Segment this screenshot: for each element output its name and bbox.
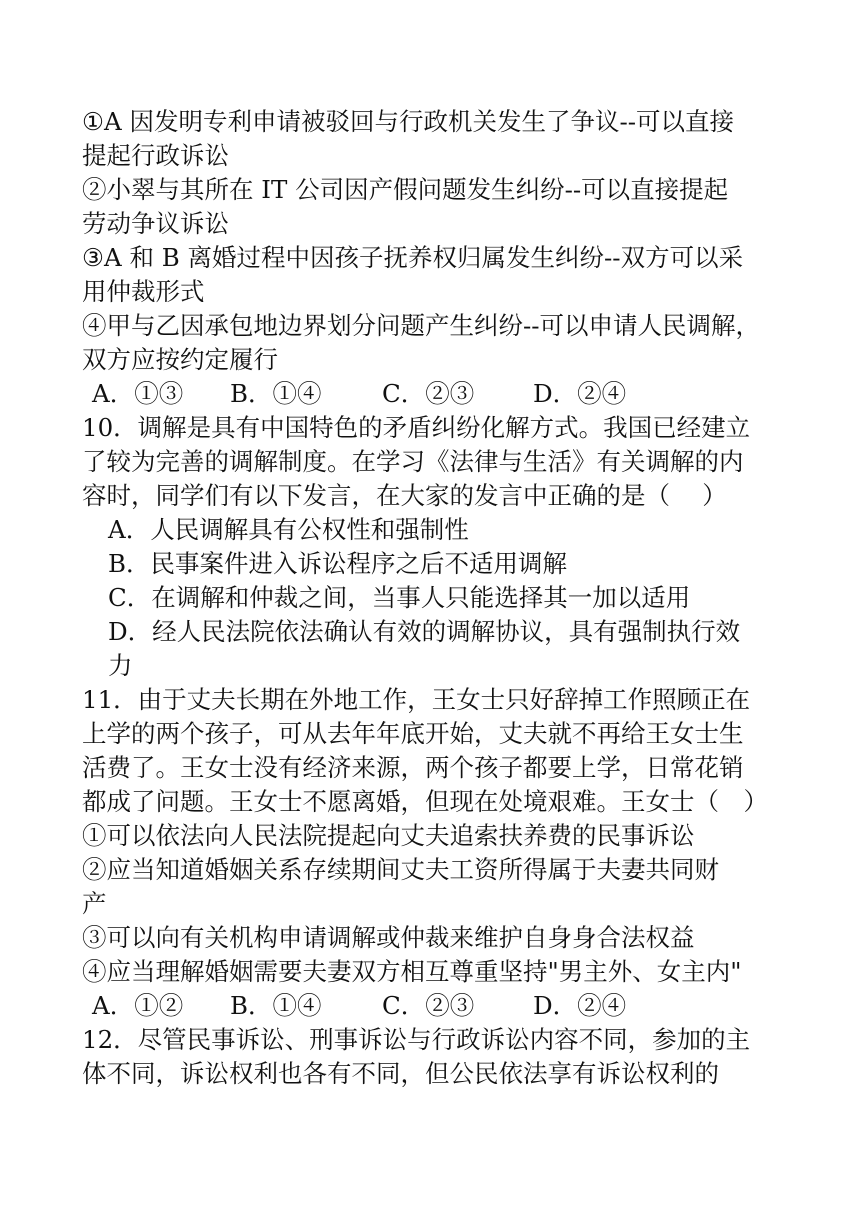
q9-item-1-line-1: ①A 因发明专利申请被驳回与行政机关发生了争议--可以直接: [82, 107, 734, 136]
q11-choice-d: D．②④: [533, 991, 627, 1020]
q9-item-2-line-1: ②小翠与其所在 IT 公司因产假问题发生纠纷--可以直接提起: [82, 175, 729, 204]
q11-item-2-line-1: ②应当知道婚姻关系存续期间丈夫工资所得属于夫妻共同财: [82, 855, 719, 884]
q9-choice-d: D．②④: [533, 379, 627, 408]
q10-option-a: A．人民调解具有公权性和强制性: [108, 515, 469, 544]
q12-stem-line-2: 体不同，诉讼权利也各有不同，但公民依法享有诉讼权利的: [82, 1059, 719, 1088]
q9-choice-c: C．②③: [382, 379, 475, 408]
q10-stem-line-3: 容时，同学们有以下发言，在大家的发言中正确的是（ ）: [82, 481, 727, 510]
q11-choice-c: C．②③: [382, 991, 475, 1020]
q11-choice-a: A．①②: [92, 991, 184, 1020]
q9-item-4-line-2: 双方应按约定履行: [82, 345, 278, 374]
q9-choice-b: B．①④: [230, 379, 322, 408]
q9-item-2-line-2: 劳动争议诉讼: [82, 209, 229, 238]
q9-item-3-line-2: 用仲裁形式: [82, 277, 205, 306]
q11-item-2-line-2: 产: [82, 889, 107, 918]
q10-option-d-line-1: D．经人民法院依法确认有效的调解协议，具有强制执行效: [108, 617, 741, 646]
q9-choice-a: A．①③: [92, 379, 184, 408]
q11-stem-line-2: 上学的两个孩子，可从去年年底开始，丈夫就不再给王女士生: [82, 719, 744, 748]
q11-stem-line-1: 11．由于丈夫长期在外地工作，王女士只好辞掉工作照顾正在: [82, 685, 751, 714]
q11-item-4: ④应当理解婚姻需要夫妻双方相互尊重坚持"男主外、女主内": [82, 957, 742, 986]
q10-option-d-line-2: 力: [108, 651, 133, 680]
q9-item-4-line-1: ④甲与乙因承包地边界划分问题产生纠纷--可以申请人民调解，: [82, 311, 761, 340]
q10-stem-line-2: 了较为完善的调解制度。在学习《法律与生活》有关调解的内: [82, 447, 744, 476]
q12-stem-line-1: 12．尽管民事诉讼、刑事诉讼与行政诉讼内容不同，参加的主: [82, 1025, 751, 1054]
q9-item-1-line-2: 提起行政诉讼: [82, 141, 229, 170]
q10-stem-line-1: 10．调解是具有中国特色的矛盾纠纷化解方式。我国已经建立: [82, 413, 751, 442]
q11-choice-b: B．①④: [230, 991, 322, 1020]
q10-option-b: B．民事案件进入诉讼程序之后不适用调解: [108, 549, 568, 578]
q10-option-c: C．在调解和仲裁之间，当事人只能选择其一加以适用: [108, 583, 691, 612]
q9-item-3-line-1: ③A 和 B 离婚过程中因孩子抚养权归属发生纠纷--双方可以采: [82, 243, 744, 272]
q11-stem-line-4: 都成了问题。王女士不愿离婚，但现在处境艰难。王女士（ ）: [82, 787, 768, 816]
q11-item-3: ③可以向有关机构申请调解或仲裁来维护自身身合法权益: [82, 923, 695, 952]
q11-stem-line-3: 活费了。王女士没有经济来源，两个孩子都要上学，日常花销: [82, 753, 744, 782]
q11-item-1: ①可以依法向人民法院提起向丈夫追索扶养费的民事诉讼: [82, 821, 695, 850]
